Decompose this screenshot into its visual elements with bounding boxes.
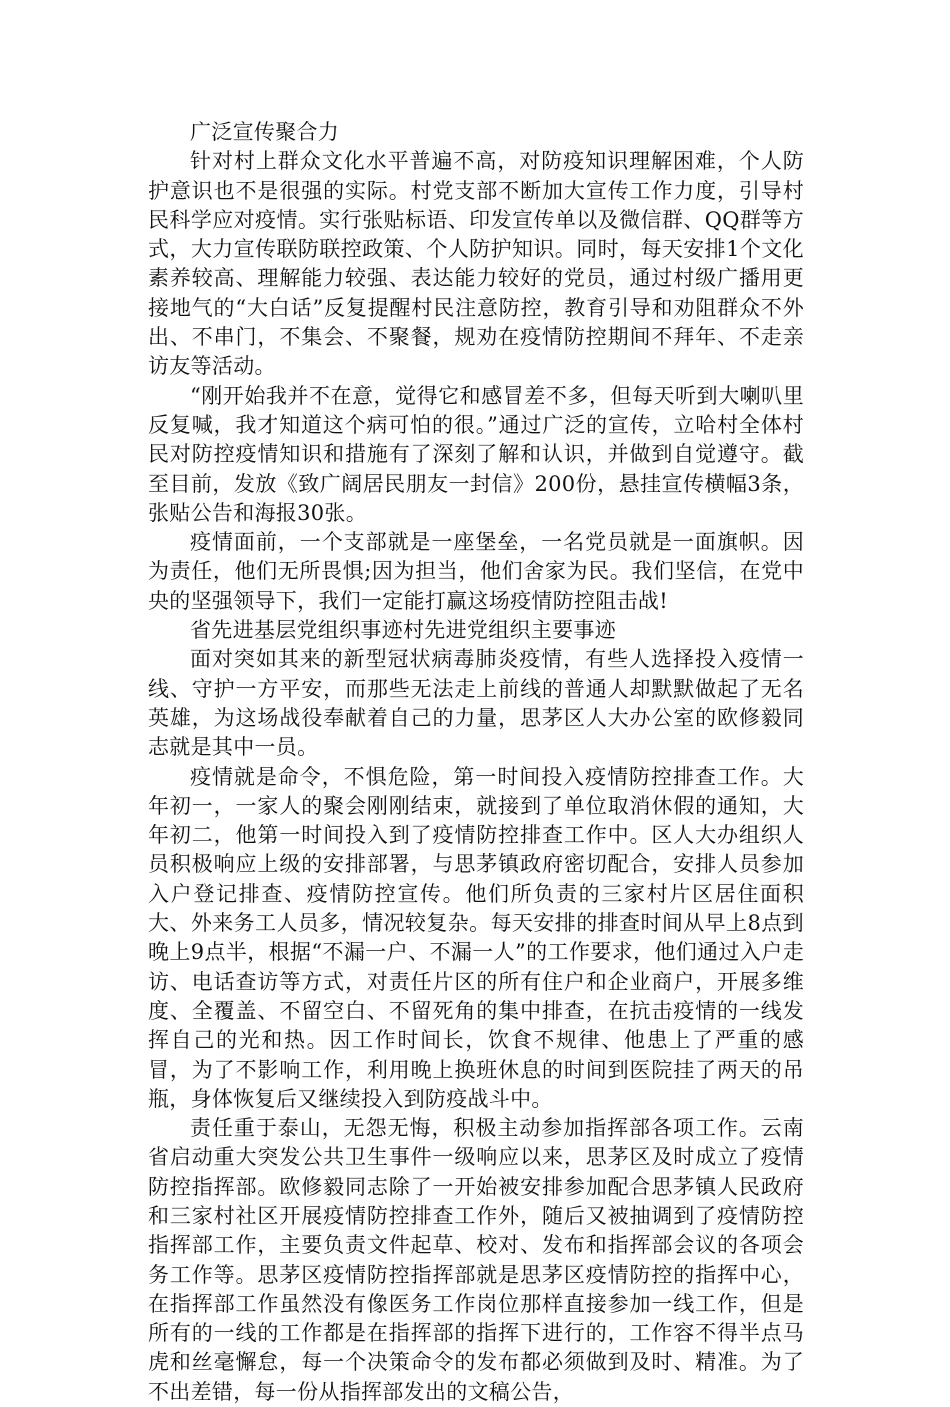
paragraph-villager-quote: “刚开始我并不在意，觉得它和感冒差不多，但每天听到大喇叭里反复喊，我才知道这个病可怕的很。”通过广泛的宣传，立哈村全体村民对防控疫情知识和措施有了深刻了解和认识，并做到自觉遵守。截至目前，发放《致广阔居民朋友一封信》200份，悬挂宣传横幅3条，张贴公告和海报30张。 (148, 383, 804, 525)
paragraph-command-center-work: 责任重于泰山，无怨无悔，积极主动参加指挥部各项工作。云南省启动重大突发公共卫生事件一级响应以来，思茅区及时成立了疫情防控指挥部。欧修毅同志除了一开始被安排参加配合思茅镇人民政府和三家村社区开展疫情防控排查工作外，随后又被抽调到了疫情防控指挥部工作，主要负责文件起草、校对、发布和指挥部会议的各项会务工作等。思茅区疫情防控指挥部就是思茅区疫情防控的指挥中心，在指挥部工作虽然没有像医务工作岗位那样直接参加一线工作，但是所有的一线的工作都是在指挥部的指挥下进行的，工作容不得半点马虎和丝毫懈怠，每一个决策命令的发布都必须做到及时、精准。为了不出差错，每一份从指挥部发出的文稿公告， (148, 1116, 804, 1404)
document-body (148, 118, 804, 1407)
paragraph-publicity-measures: 针对村上群众文化水平普遍不高，对防疫知识理解困难，个人防护意识也不是很强的实际。村党支部不断加大宣传工作力度，引导村民科学应对疫情。实行张贴标语、印发宣传单以及微信群、QQ群等方式，大力宣传联防联控政策、个人防护知识。同时，每天安排1个文化素养较高、理解能力较强、表达能力较好的党员，通过村级广播用更接地气的“大白话”反复提醒村民注意防控，教育引导和劝阻群众不外出、不串门，不集会、不聚餐，规劝在疫情防控期间不拜年、不走亲访友等活动。 (148, 149, 804, 379)
section-heading-advanced-organization: 省先进基层党组织事迹村先进党组织主要事迹 (190, 618, 616, 643)
paragraph-investigation-work: 疫情就是命令，不惧危险，第一时间投入疫情防控排查工作。大年初一，一家人的聚会刚刚结束，就接到了单位取消休假的通知，大年初二，他第一时间投入到了疫情防控排查工作中。区人大办组织人员积极响应上级的安排部署，与思茅镇政府密切配合，安排人员参加入户登记排查、疫情防控宣传。他们所负责的三家村片区居住面积大、外来务工人员多，情况较复杂。每天安排的排查时间从早上8点到晚上9点半，根据“不漏一户、不漏一人”的工作要求，他们通过入户走访、电话查访等方式，对责任片区的所有住户和企业商户，开展多维度、全覆盖、不留空白、不留死角的集中排查，在抗击疫情的一线发挥自己的光和热。因工作时间长，饮食不规律、他患上了严重的感冒，为了不影响工作，利用晚上换班休息的时间到医院挂了两天的吊瓶，身体恢复后又继续投入到防疫战斗中。 (148, 764, 804, 1111)
paragraph-unsung-hero: 面对突如其来的新型冠状病毒肺炎疫情，有些人选择投入疫情一线、守护一方平安，而那些无法走上前线的普通人却默默做起了无名英雄，为这场战役奉献着自己的力量，思茅区人大办公室的欧修毅同志就是其中一员。 (148, 647, 804, 760)
paragraph-party-fortress: 疫情面前，一个支部就是一座堡垒，一名党员就是一面旗帜。因为责任，他们无所畏惧;因为担当，他们舍家为民。我们坚信，在党中央的坚强领导下，我们一定能打赢这场疫情防控阻击战! (148, 530, 804, 613)
section-heading-publicity: 广泛宣传聚合力 (190, 120, 340, 144)
